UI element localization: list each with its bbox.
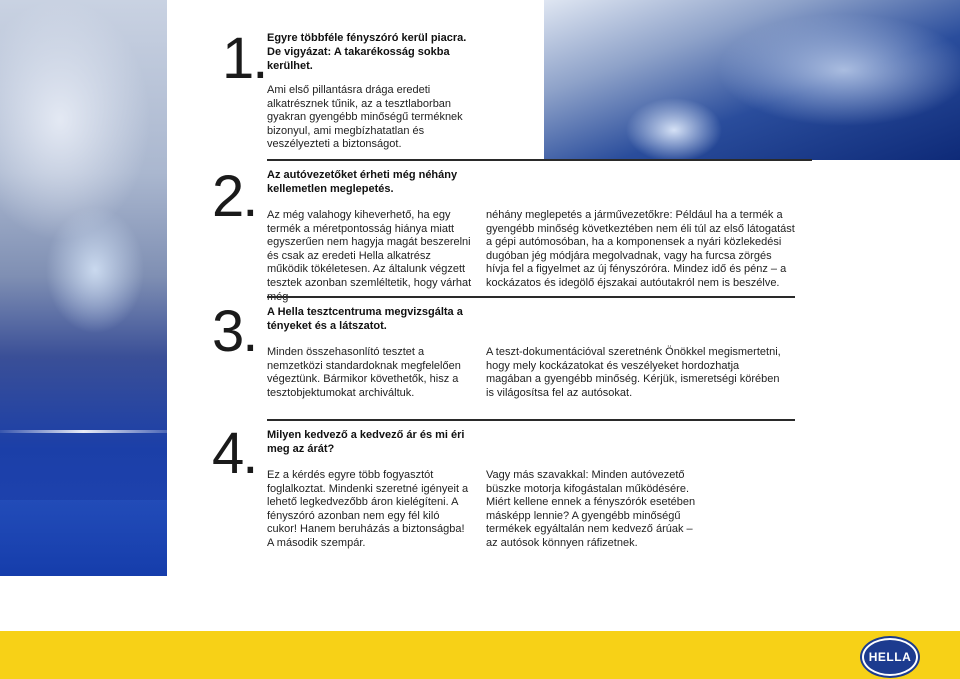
logo-text: HELLA xyxy=(868,650,912,664)
section-divider-1 xyxy=(267,159,812,161)
section-1-heading: Egyre többféle fényszóró kerül piacra. De vigyázat: A takarékosság sokba kerülhet. xyxy=(267,32,467,72)
section-4-heading: Milyen kedvező a kedvező ár és mi éri meg az árát? xyxy=(267,429,465,455)
headlight-photo xyxy=(0,0,167,576)
section-3-col1 xyxy=(267,346,467,400)
section-2-heading: Az autóvezetőket érheti még néhány kellemetlen meglepetés. xyxy=(267,169,458,195)
section-2-col2 xyxy=(486,209,796,291)
section-4-col2 xyxy=(486,469,701,551)
section-divider-3 xyxy=(267,419,795,421)
section-divider-2 xyxy=(267,296,795,298)
section-4-col1-text: Ez a kérdés egyre több fogyasztót foglalkoztat. Mindenki szeretné igényeit a lehető legkedvezőbb áron kielégíteni. A fényszóró azonban nem egy fél kiló cukor! Hanem beruházás a biztonságba! A második szempár. xyxy=(267,469,469,549)
section-3-col1-text: Minden összehasonlító tesztet a nemzetközi standardoknak megfelelően végeztünk. Bármikor követhetők, hisz a tesztobjektumokat archiváltuk. xyxy=(267,346,461,399)
hella-logo xyxy=(862,638,918,676)
section-1-col1: Ami első pillantásra drága eredeti alkatrésznek tűnik, az a tesztlaborban gyakran gyengébb minőségű terméknek bizonyul, ami megbízhatatlan és veszélyezteti a biztonságot. xyxy=(267,84,463,151)
section-4-numeral: 4. xyxy=(212,421,257,486)
section-4-col2-text: Vagy más szavakkal: Minden autóvezető büszke motorja kifogástalan működésére. Miért kellene ennek a fényszórók esetében másképp lennie? A gyengébb minőségű termékek egyáltalán nem kedvező árúak – az autósok könnyen ráfizetnek. xyxy=(486,469,696,549)
section-1-numeral: 1. xyxy=(222,26,267,91)
section-2-col1 xyxy=(267,209,472,304)
section-3-heading: A Hella tesztcentruma megvizsgálta a tényeket és a látszatot. xyxy=(267,306,463,332)
section-3-col2-text: A teszt-dokumentációval szeretnénk Önökkel megismertetni, hogy mely kockázatokat és veszélyeket hordozhatja magában a gyengébb minőség. Kérjük, ismeretségi körében is világosítsa fel az autósokat. xyxy=(486,346,781,399)
section-2-col1-text: Az még valahogy kiheverhető, ha egy termék a méretpontosság hiánya miatt egyszerűen nem hagyja magát beszerelni és csak az eredeti Hella alkatrész működik tökéletesen. Az általunk végzett tesztek azonban szemléltetik, hogy várhat xyxy=(267,209,472,289)
section-1-body xyxy=(267,84,467,152)
section-3-col2 xyxy=(486,346,786,400)
section-2-numeral: 2. xyxy=(212,164,257,229)
test-lab-floor xyxy=(0,500,167,576)
section-2-col2-text: néhány meglepetés a járművezetőkre: Például ha a termék a gyengébb minőség következtében nem éli túl az első látogatást a gépi autómosóban, ha a komponensek a nyári közlekedési dugóban jég módjára megolvadnak, vagy ha furcsa zörgés hívja fel a figyelmet az új fényszóróra. Mindez idő és pénz – a kockázatos és idegölő éjszakai autóutakról nem is beszélve. xyxy=(486,209,795,289)
section-4-col1 xyxy=(267,469,472,551)
section-3-numeral: 3. xyxy=(212,299,257,364)
light-beam xyxy=(0,430,167,433)
car-photo xyxy=(544,0,960,160)
footer-bar xyxy=(0,631,960,679)
